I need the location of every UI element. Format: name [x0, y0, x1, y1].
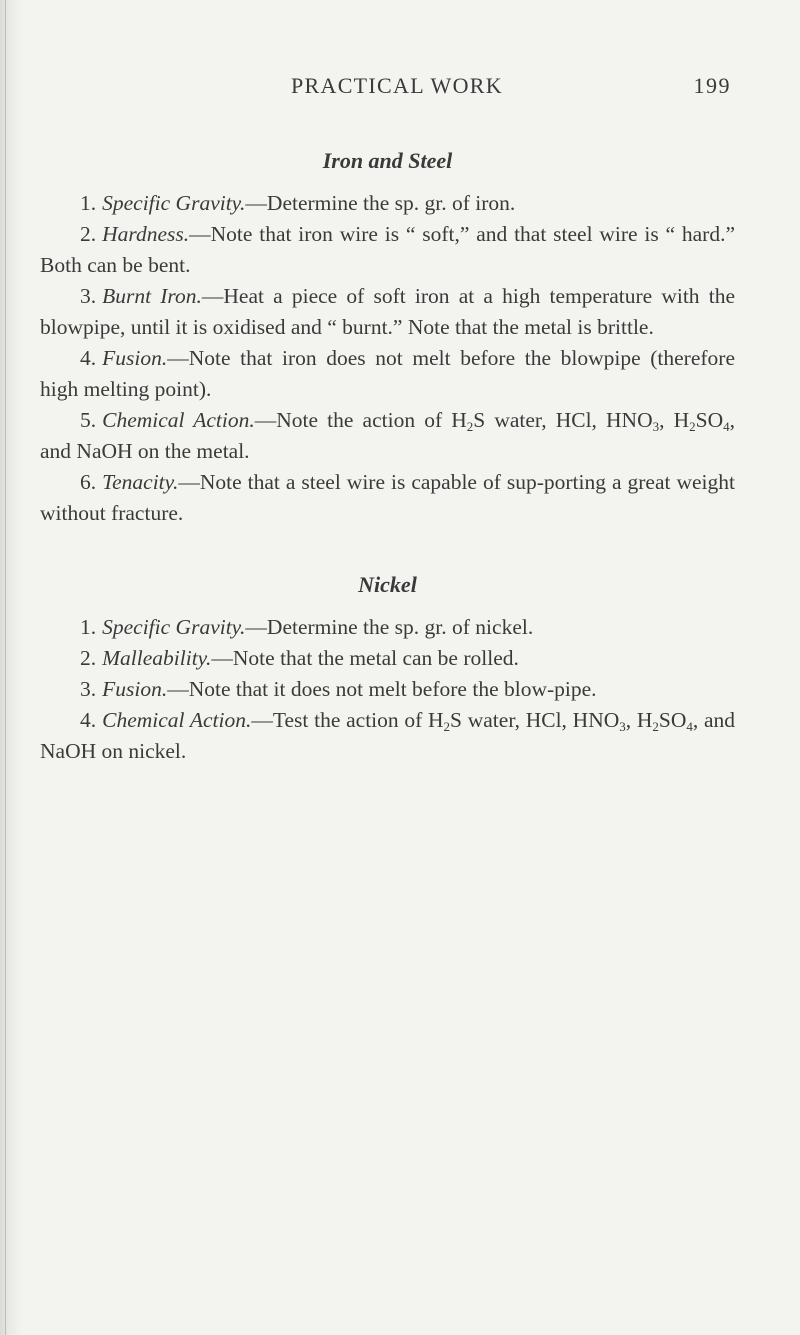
item-text: —Determine the sp. gr. of iron.: [245, 191, 516, 215]
running-head: PRACTICAL WORK: [291, 73, 503, 98]
item-text: —Note that it does not melt before the blow-pipe.: [167, 677, 597, 701]
list-item: [40, 281, 735, 343]
section-title: Iron and Steel: [322, 148, 453, 173]
item-text: —Test the action of $H_2S$ water, HCl, $HNO_3$, $H_2SO_4$, and NaOH on nickel.: [40, 708, 736, 763]
list-item: [40, 219, 735, 281]
item-topic: Hardness.: [102, 222, 190, 246]
item-text: —Heat a piece of soft iron at a high temperature with the blowpipe, until it is oxidised and “ burnt.” Note that the metal is brittle.: [40, 284, 736, 339]
item-number: 1.: [80, 191, 97, 215]
item-number: 4.: [80, 708, 97, 732]
list-item: [40, 467, 735, 529]
item-topic: Tenacity.: [102, 470, 179, 494]
item-topic: Specific Gravity.: [102, 191, 246, 215]
list-item: [40, 705, 735, 767]
item-number: 5.: [80, 408, 97, 432]
item-text: —Note that iron wire is “ soft,” and that steel wire is “ hard.” Both can be bent.: [40, 222, 735, 277]
item-text: —Determine the sp. gr. of nickel.: [245, 615, 534, 639]
item-text: —Note that iron does not melt before the blowpipe (therefore high melting point).: [40, 346, 735, 401]
section-title: Nickel: [358, 572, 417, 597]
list-item: [40, 612, 735, 643]
section-spacer: [40, 529, 735, 572]
list-item: [40, 405, 735, 467]
list-item: [40, 674, 735, 705]
item-number: 1.: [80, 615, 97, 639]
list-item: [40, 343, 735, 405]
item-topic: Fusion.: [102, 677, 168, 701]
page-header: [291, 73, 731, 113]
item-number: 2.: [80, 646, 97, 670]
item-number: 6.: [80, 470, 97, 494]
item-text: —Note that the metal can be rolled.: [211, 646, 519, 670]
item-number: 4.: [80, 346, 97, 370]
page-number: 199: [693, 73, 731, 98]
list-item: [40, 188, 735, 219]
page-gutter-shadow: [0, 0, 22, 1335]
list-item: [40, 643, 735, 674]
section-iron-and-steel: [40, 148, 735, 529]
item-topic: Fusion.: [102, 346, 168, 370]
item-topic: Malleability.: [102, 646, 212, 670]
item-topic: Specific Gravity.: [102, 615, 246, 639]
section-nickel: [40, 572, 735, 767]
gutter-line: [5, 0, 6, 1335]
item-topic: Chemical Action.: [102, 408, 255, 432]
page-body: [40, 148, 735, 767]
item-topic: Chemical Action.: [102, 708, 252, 732]
item-text: —Note the action of $H_2S$ water, HCl, $HNO_3$, $H_2SO_4$, and NaOH on the metal.: [40, 408, 736, 463]
item-number: 3.: [80, 677, 97, 701]
item-number: 2.: [80, 222, 97, 246]
item-number: 3.: [80, 284, 97, 308]
item-topic: Burnt Iron.: [102, 284, 202, 308]
item-text: —Note that a steel wire is capable of sup-porting a great weight without fracture.: [40, 470, 735, 525]
